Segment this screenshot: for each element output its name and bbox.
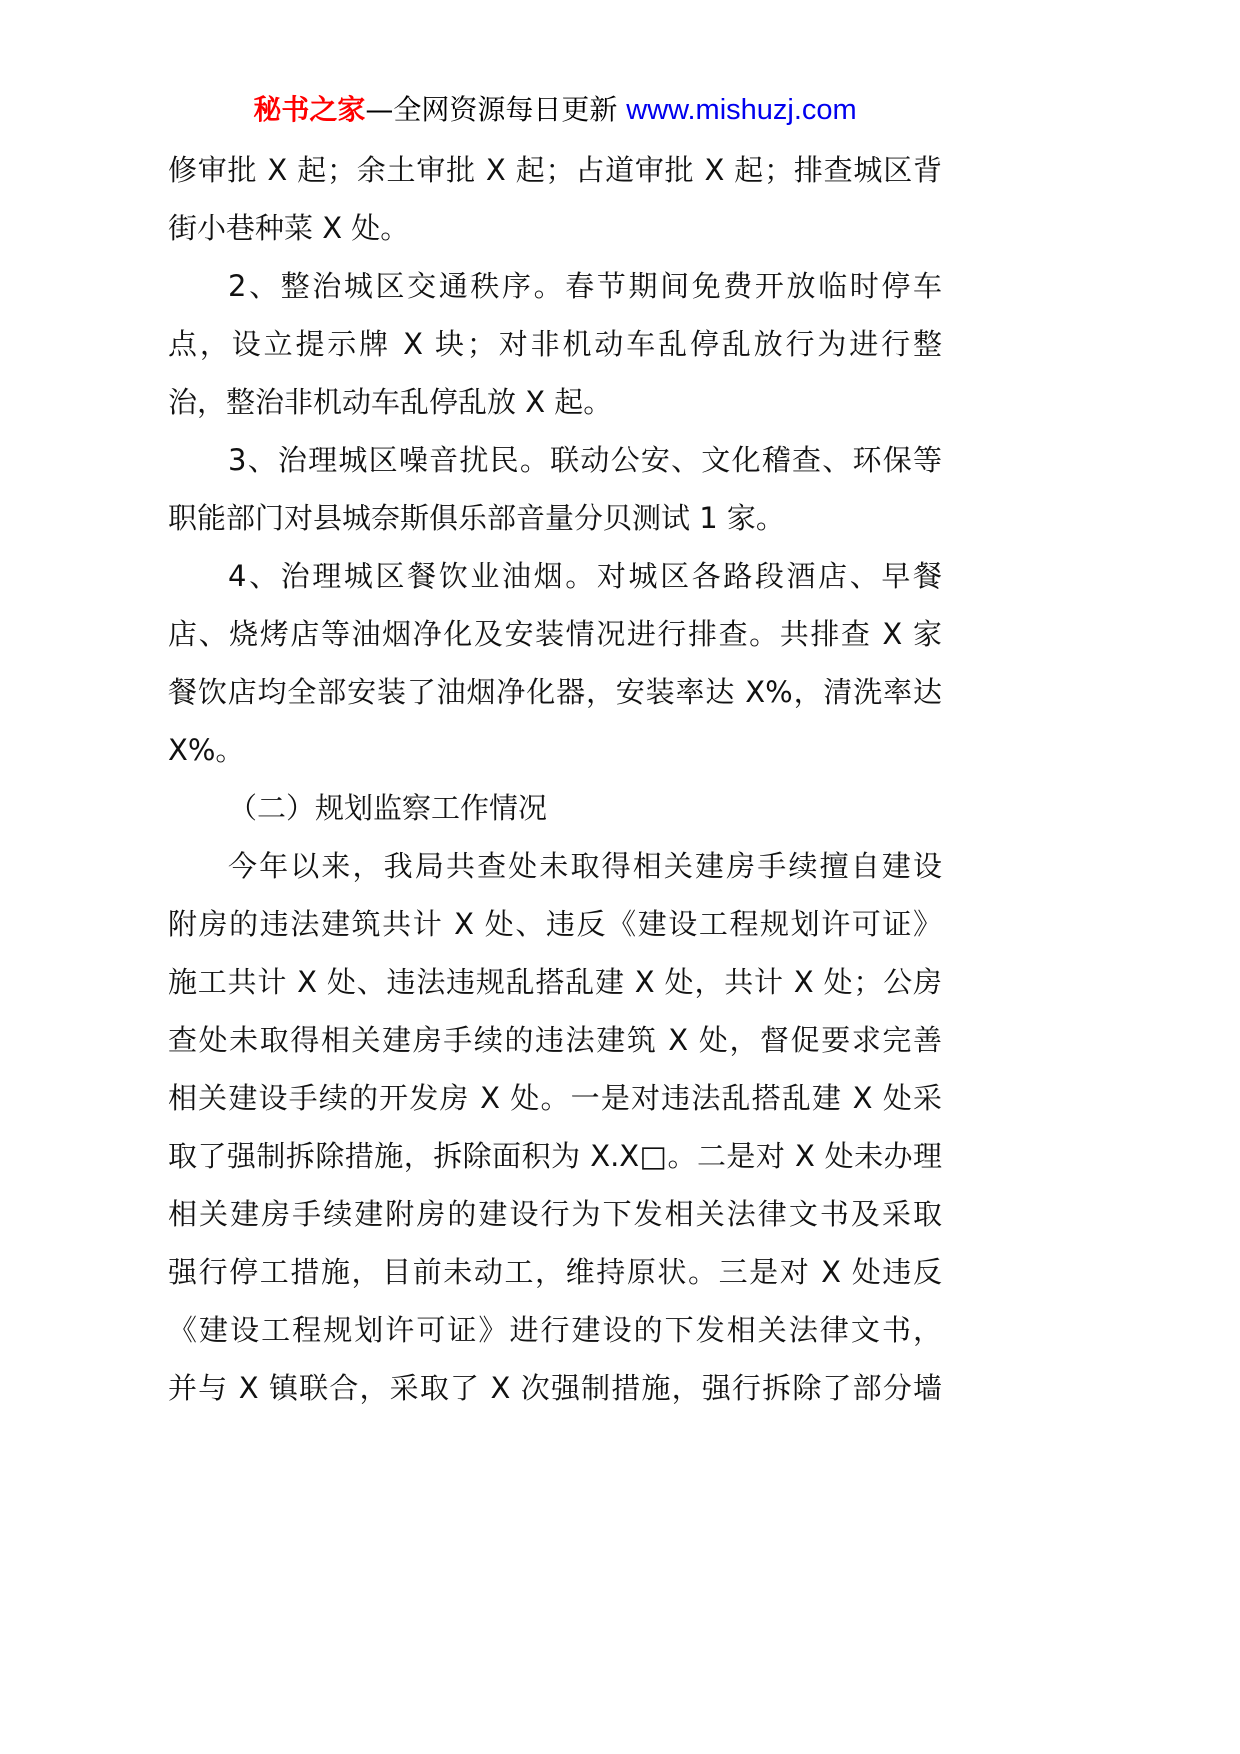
text-line: （二）规划监察工作情况 xyxy=(228,791,548,825)
text-line: X%。 xyxy=(168,733,245,767)
text-line: 职能部门对县城奈斯俱乐部音量分贝测试 1 家。 xyxy=(168,501,785,535)
text-line: 4、治理城区餐饮业油烟。对城区各路段酒店、早餐 xyxy=(228,559,942,593)
text-line: 餐饮店均全部安装了油烟净化器，安装率达 X%，清洗率达 xyxy=(168,675,942,709)
text-line: 点，设立提示牌 X 块；对非机动车乱停乱放行为进行整 xyxy=(168,327,942,361)
site-brand: 秘书之家 xyxy=(253,93,366,126)
text-line: 店、烧烤店等油烟净化及安装情况进行排查。共排查 X 家 xyxy=(168,617,942,651)
text-line: 相关建房手续建附房的建设行为下发相关法律文书及采取 xyxy=(168,1197,942,1231)
text-line: 并与 X 镇联合，采取了 X 次强制措施，强行拆除了部分墙 xyxy=(168,1371,942,1405)
text-line: 取了强制拆除措施，拆除面积为 X.X□。二是对 X 处未办理 xyxy=(168,1139,942,1173)
text-line: 治，整治非机动车乱停乱放 X 起。 xyxy=(168,385,613,419)
text-line: 施工共计 X 处、违法违规乱搭乱建 X 处，共计 X 处；公房 xyxy=(168,965,942,999)
document-body xyxy=(168,148,942,1424)
text-line: 相关建设手续的开发房 X 处。一是对违法乱搭乱建 X 处采 xyxy=(168,1081,942,1115)
text-line: 3、治理城区噪音扰民。联动公安、文化稽查、环保等 xyxy=(228,443,942,477)
text-line: 街小巷种菜 X 处。 xyxy=(168,211,410,245)
text-line: 《建设工程规划许可证》进行建设的下发相关法律文书， xyxy=(168,1313,942,1347)
site-header xyxy=(0,90,1110,130)
text-line: 附房的违法建筑共计 X 处、违反《建设工程规划许可证》 xyxy=(168,907,942,941)
text-line: 强行停工措施，目前未动工，维持原状。三是对 X 处违反 xyxy=(168,1255,942,1289)
text-line: 今年以来，我局共查处未取得相关建房手续擅自建设 xyxy=(228,849,942,883)
site-tagline: —全网资源每日更新 xyxy=(365,93,618,126)
text-line: 查处未取得相关建房手续的违法建筑 X 处，督促要求完善 xyxy=(168,1023,942,1057)
site-url-link[interactable]: www.mishuzj.com xyxy=(626,94,857,126)
text-line: 2、整治城区交通秩序。春节期间免费开放临时停车 xyxy=(228,269,942,303)
text-line: 修审批 X 起；余土审批 X 起；占道审批 X 起；排查城区背 xyxy=(168,153,942,187)
